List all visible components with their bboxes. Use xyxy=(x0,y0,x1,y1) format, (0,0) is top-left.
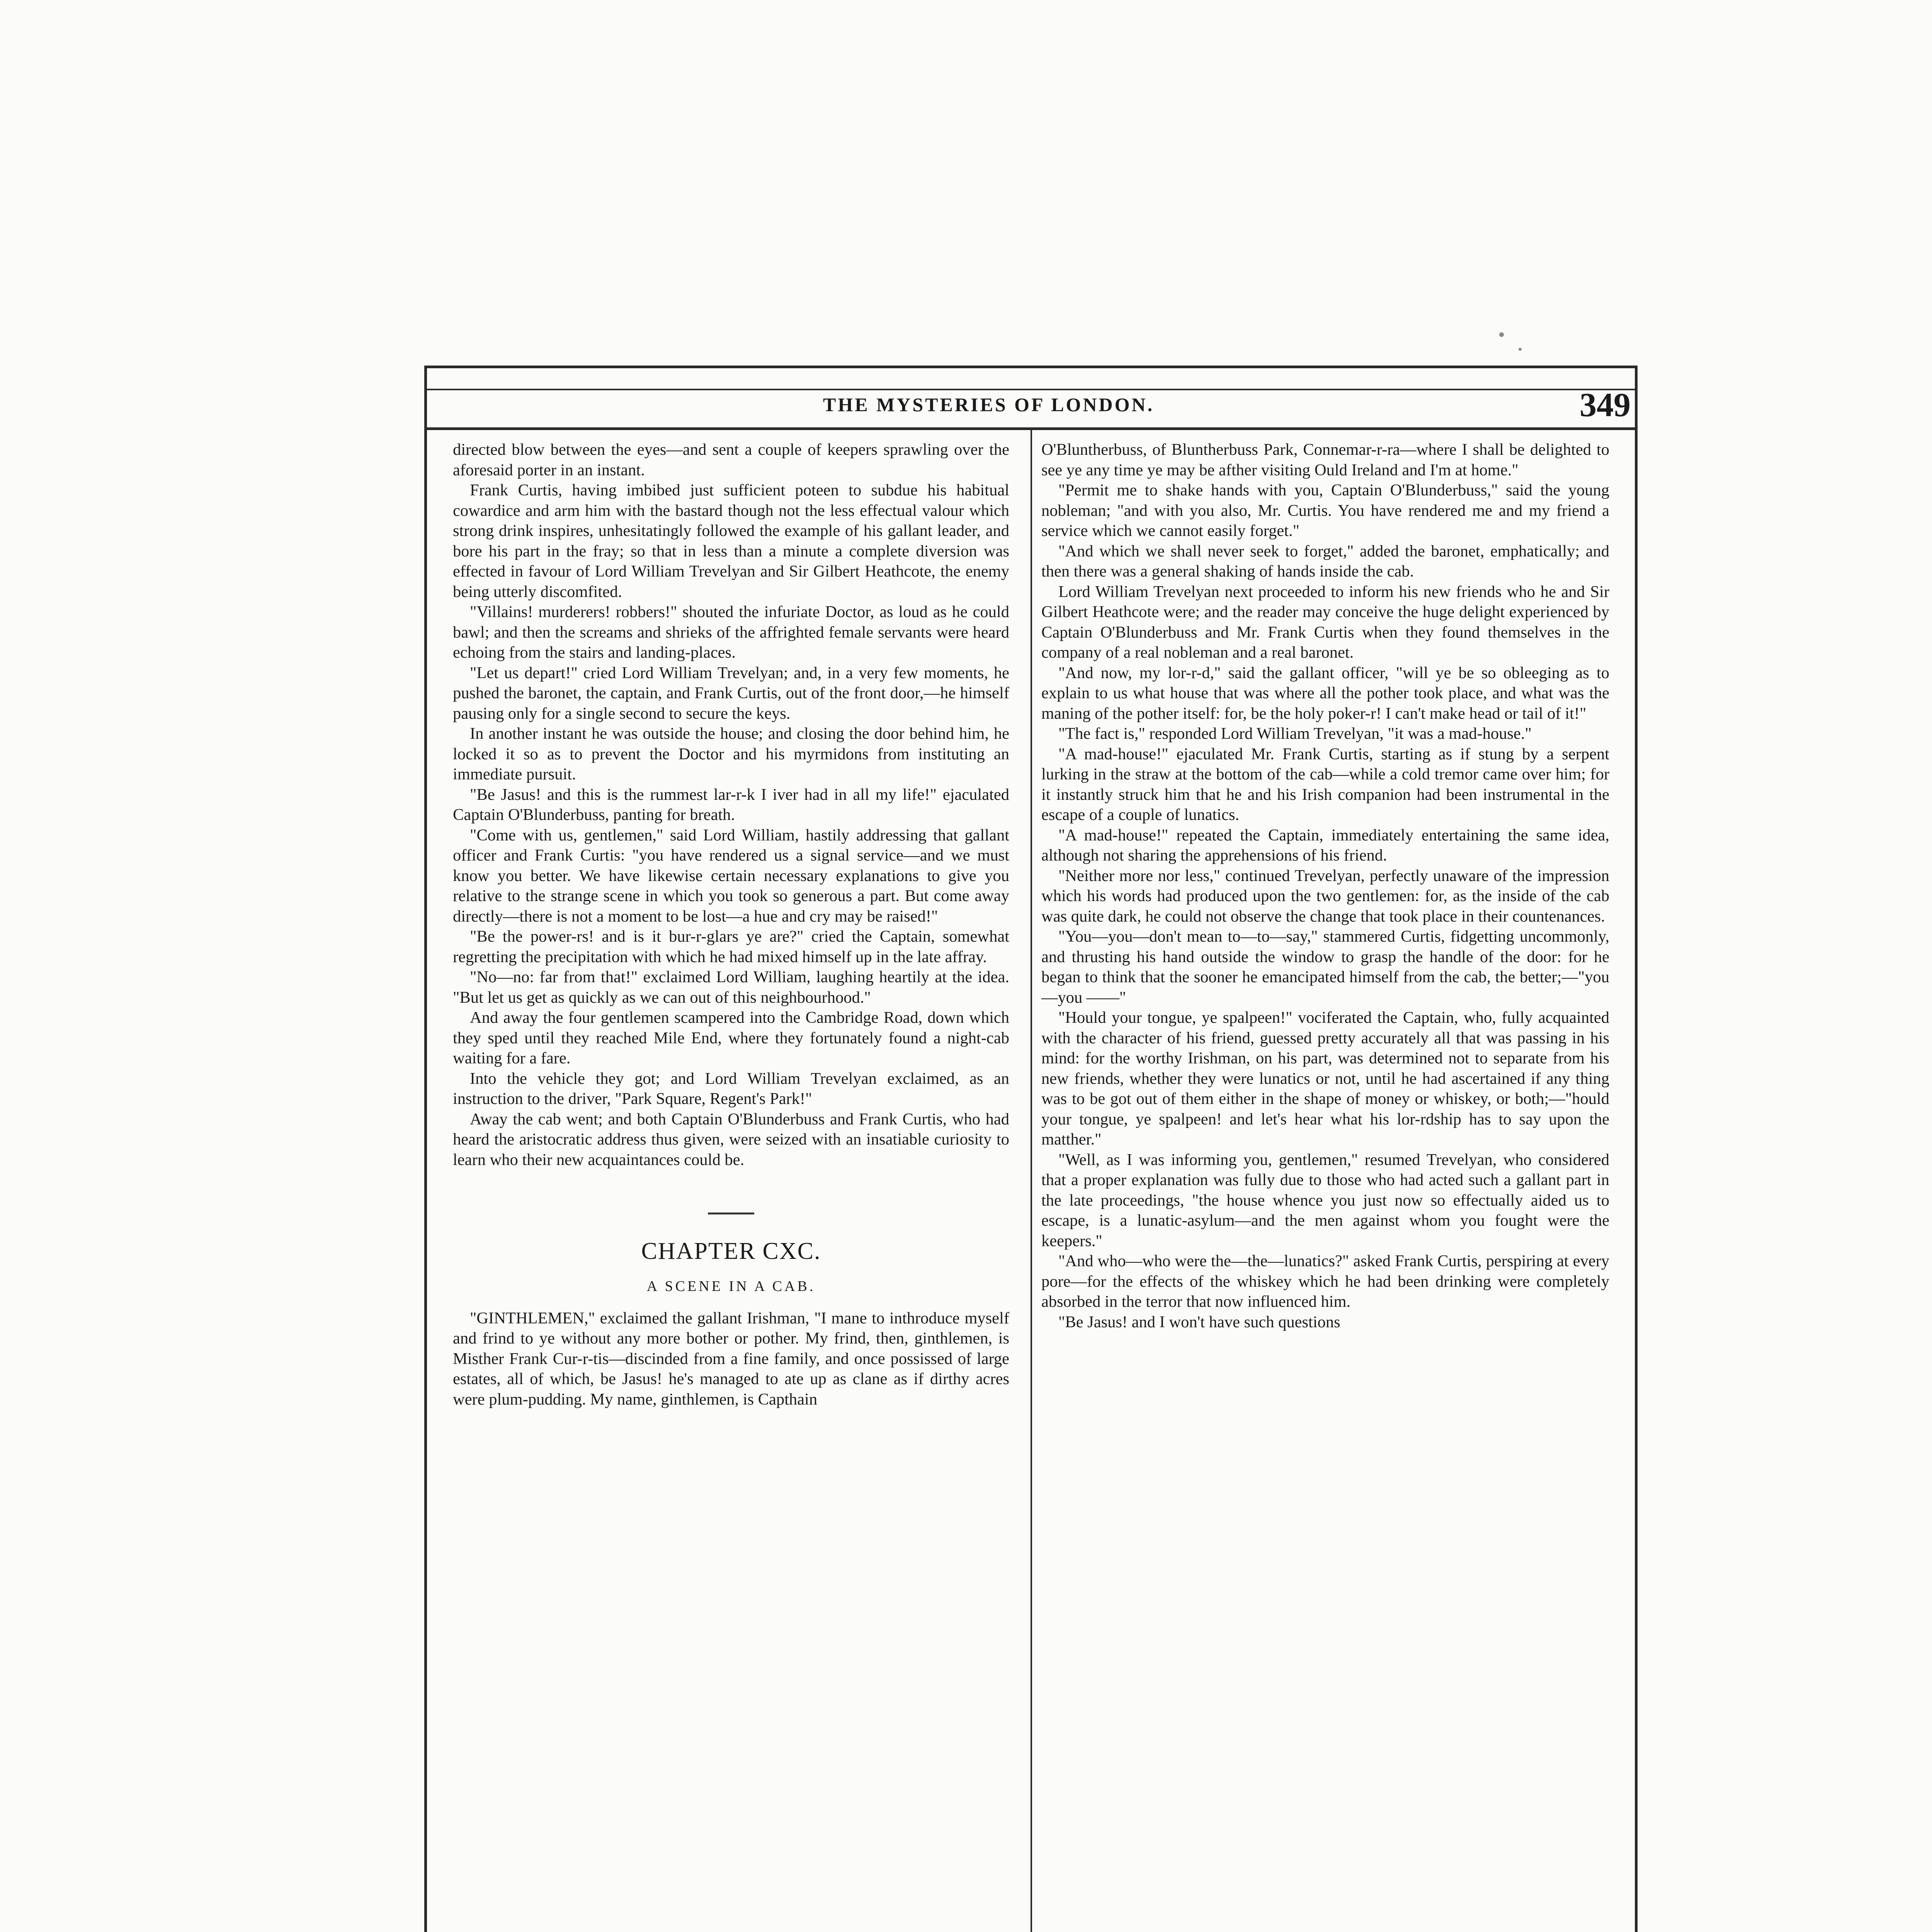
paragraph: "Well, as I was informing you, gentlemen," resumed Trevelyan, who considered that a proper explanation was fully due to those who had acted such a gallant part in the late proceedings, "the house whence you just now so effectually aided us to escape, is a lunatic-asylum—and the men against whom you fought were the keepers." xyxy=(1041,1150,1609,1250)
paragraph: "No—no: far from that!" exclaimed Lord William, laughing heartily at the idea. "But let us get as quickly as we can out of this neighbourhood." xyxy=(453,968,1009,1007)
paragraph: "The fact is," responded Lord William Trevelyan, "it was a mad-house." xyxy=(1058,724,1532,743)
running-title: THE MYSTERIES OF LONDON. xyxy=(823,394,1155,415)
paragraph: "Villains! murderers! robbers!" shouted the infuriate Doctor, as loud as he could bawl; and then the screams and shrieks of the affrighted female servants were heard echoing from the stairs and landing-places. xyxy=(453,603,1009,662)
paragraph: "Be Jasus! and this is the rummest lar-r-k I iver had in all my life!" ejaculated Captain O'Blunderbuss, panting for breath. xyxy=(453,785,1009,824)
paragraph: "A mad-house!" ejaculated Mr. Frank Curtis, starting as if stung by a serpent lurking in the straw at the bottom of the cab—while a cold tremor came over him; for it instantly struck him that he and his Irish companion had been instrumental in the escape of a couple of lunatics. xyxy=(1041,745,1609,824)
paragraph: Frank Curtis, having imbibed just sufficient poteen to subdue his habitual cowardice and arm him with the bastard though not the less effectual valour which strong drink inspires, unhesitatingly followed the example of his gallant leader, and bore his part in the fray; so that in less than a minute a complete diversion was effected in favour of Lord William Trevelyan and Sir Gilbert Heathcote, the enemy being utterly discomfited. xyxy=(453,481,1009,601)
paragraph: "And which we shall never seek to forget," added the baronet, emphatically; and then there was a general shaking of hands inside the cab. xyxy=(1041,542,1609,580)
paragraph: Lord William Trevelyan next proceeded to inform his new friends who he and Sir Gilbert Heathcote were; and the reader may conceive the huge delight experienced by Captain O'Blunderbuss and Mr. Frank Curtis when they found themselves in the company of a real nobleman and a real baronet. xyxy=(1041,582,1609,662)
chapter-subtitle: A SCENE IN A CAB. xyxy=(646,1278,816,1294)
paragraph: "Permit me to shake hands with you, Captain O'Blunderbuss," said the young nobleman; "and with you also, Mr. Curtis. You have rendered me and my friend a service which we cannot easily forget." xyxy=(1041,481,1609,540)
left-column xyxy=(453,440,1009,1410)
paragraph: Into the vehicle they got; and Lord William Trevelyan exclaimed, as an instruction to the driver, "Park Square, Regent's Park!" xyxy=(453,1069,1009,1108)
paragraph: "And now, my lor-r-d," said the gallant officer, "will ye be so obleeging as to explain to us what house that was where all the pother took place, and what was the maning of the pother itself: for, be the holy poker-r! I can't make head or tail of it!" xyxy=(1041,663,1609,723)
right-column xyxy=(1041,440,1609,1332)
top-rule xyxy=(424,389,1638,390)
paragraph: "Neither more nor less," continued Trevelyan, perfectly unaware of the impression which his words had produced upon the two gentlemen: for, as the inside of the cab was quite dark, he could not observe the change that took place in their countenances. xyxy=(1041,866,1609,925)
column-divider xyxy=(1031,430,1032,1932)
paragraph: "Be Jasus! and I won't have such questions xyxy=(1058,1313,1340,1331)
paragraph: "Let us depart!" cried Lord William Trevelyan; and, in a very few moments, he pushed the baronet, the captain, and Frank Curtis, out of the front door,—he himself pausing only for a single second to secure the keys. xyxy=(453,663,1009,723)
paragraph: "Be the power-rs! and is it bur-r-glars ye are?" cried the Captain, somewhat regretting the precipitation with which he had mixed himself up in the late affray. xyxy=(453,927,1009,966)
chapter-title: CHAPTER CXC. xyxy=(641,1238,821,1264)
paragraph: Away the cab went; and both Captain O'Blunderbuss and Frank Curtis, who had heard the aristocratic address thus given, were seized with an insatiable curiosity to learn who their new acquaintances could be. xyxy=(453,1110,1009,1169)
paragraph: "GINTHLEMEN," exclaimed the gallant Irishman, "I mane to inthroduce myself and frind to ye without any more bother or pother. My frind, then, ginthlemen, is Misther Frank Cur-r-tis—discinded from a fine family, and once possissed of large estates, all of which, be Jasus! he's managed to ate up as clane as if dirthy acres were plum-pudding. My name, ginthlemen, is Capthain xyxy=(453,1309,1009,1408)
ink-speck xyxy=(1499,332,1504,337)
paragraph: In another instant he was outside the house; and closing the door behind him, he locked it so as to prevent the Doctor and his myrmidons from instituting an immediate pursuit. xyxy=(453,724,1009,783)
chapter-divider xyxy=(708,1213,754,1214)
paragraph: O'Bluntherbuss, of Bluntherbuss Park, Connemar-r-ra—where I shall be delighted to see ye any time ye may be afther visiting Ould Ireland and I'm at home." xyxy=(1041,440,1609,479)
ink-speck xyxy=(1519,348,1522,351)
paragraph: "Hould your tongue, ye spalpeen!" vociferated the Captain, who, fully acquainted with the character of his friend, guessed pretty accurately all that was passing in his mind: for the worthy Irishman, on his part, was determined not to separate from his new friends, whether they were lunatics or not, until he had ascertained if any thing was to be got out of them either in the shape of money or whiskey, or both;—"hould your tongue, ye spalpeen! and let's hear what his lor-rdship has to say upon the matther." xyxy=(1041,1009,1609,1148)
paragraph: "A mad-house!" repeated the Captain, immediately entertaining the same idea, although not sharing the apprehensions of his friend. xyxy=(1041,826,1609,864)
paragraph: And away the four gentlemen scampered into the Cambridge Road, down which they sped until they reached Mile End, where they fortunately found a night-cab waiting for a fare. xyxy=(453,1009,1009,1067)
paragraph: "Come with us, gentlemen," said Lord William, hastily addressing that gallant officer and Frank Curtis: "you have rendered us a signal service—and we must know you better. We have likewise certain necessary explanations to give you relative to the strange scene in which you took so generous a part. But come away directly—there is not a moment to be lost—a hue and cry may be raised!" xyxy=(453,826,1009,925)
paragraph: "And who—who were the—the—lunatics?" asked Frank Curtis, perspiring at every pore—for the effects of the whiskey which he had been drinking were completely absorbed in the terror that now influenced him. xyxy=(1041,1252,1609,1311)
paragraph: "You—you—don't mean to—to—say," stammered Curtis, fidgetting uncommonly, and thrusting his hand outside the window to grasp the handle of the door: for he began to think that the sooner he emancipated himself from the cab, the better;—"you—you ——" xyxy=(1041,927,1609,1007)
page-number: 349 xyxy=(1580,386,1631,424)
paragraph: directed blow between the eyes—and sent a couple of keepers sprawling over the aforesaid porter in an instant. xyxy=(453,440,1009,479)
